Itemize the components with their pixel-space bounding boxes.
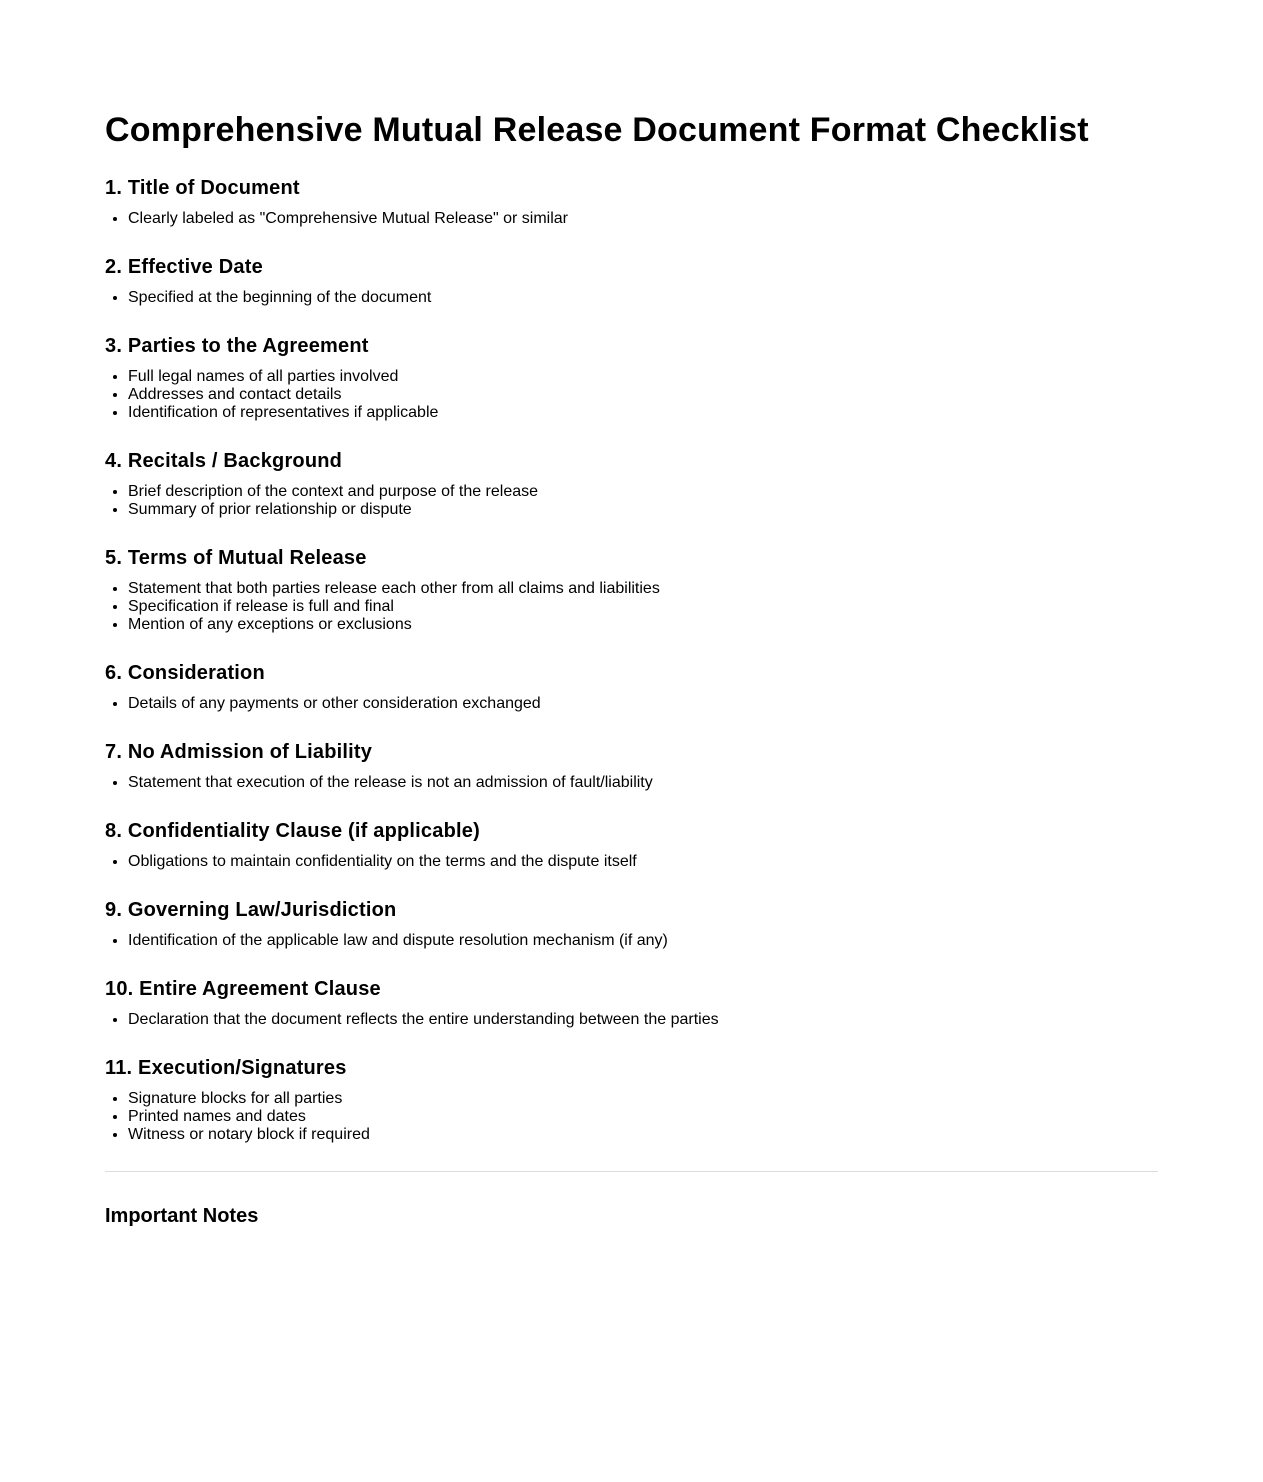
section-heading: 8. Confidentiality Clause (if applicable)	[105, 820, 480, 842]
checklist-section	[105, 819, 1158, 871]
list-item: • Brief description of the context and purpose of the release	[128, 483, 1158, 501]
list-item: • Full legal names of all parties involved	[128, 368, 1158, 386]
section-item-list	[105, 483, 1158, 519]
checklist-section	[105, 334, 1158, 422]
checklist-section	[105, 661, 1158, 713]
section-item-list	[105, 853, 1158, 871]
section-item-list	[105, 932, 1158, 950]
section-heading: 1. Title of Document	[105, 177, 300, 199]
section-heading: 9. Governing Law/Jurisdiction	[105, 899, 397, 921]
list-item: • Statement that both parties release each other from all claims and liabilities	[128, 580, 1158, 598]
section-heading: 10. Entire Agreement Clause	[105, 978, 381, 1000]
section-heading: 7. No Admission of Liability	[105, 741, 373, 763]
section-heading: 5. Terms of Mutual Release	[105, 547, 367, 569]
checklist-section	[105, 546, 1158, 634]
checklist-section	[105, 740, 1158, 792]
list-item: • Mention of any exceptions or exclusions	[128, 616, 1158, 634]
section-item-list	[105, 580, 1158, 634]
document-title: Comprehensive Mutual Release Document Format Checklist	[105, 111, 1089, 149]
section-item-list	[105, 695, 1158, 713]
list-item: • Specification if release is full and final	[128, 598, 1158, 616]
checklist-section	[105, 449, 1158, 519]
section-heading: 11. Execution/Signatures	[105, 1057, 347, 1079]
section-item-list	[105, 1090, 1158, 1144]
list-item: • Obligations to maintain confidentiality on the terms and the dispute itself	[128, 853, 1158, 871]
section-item-list	[105, 289, 1158, 307]
checklist-section	[105, 255, 1158, 307]
list-item: • Printed names and dates	[128, 1108, 1158, 1126]
list-item: • Statement that execution of the release is not an admission of fault/liability	[128, 774, 1158, 792]
section-heading: 3. Parties to the Agreement	[105, 335, 369, 357]
list-item: • Witness or notary block if required	[128, 1126, 1158, 1144]
document-page	[105, 0, 1158, 1228]
section-item-list	[105, 1011, 1158, 1029]
section-item-list	[105, 368, 1158, 422]
section-item-list	[105, 210, 1158, 228]
list-item: • Addresses and contact details	[128, 386, 1158, 404]
list-item: • Identification of representatives if applicable	[128, 404, 1158, 422]
section-heading: 6. Consideration	[105, 662, 265, 684]
checklist-section	[105, 977, 1158, 1029]
section-heading: 4. Recitals / Background	[105, 450, 343, 472]
list-item: • Signature blocks for all parties	[128, 1090, 1158, 1108]
list-item: • Identification of the applicable law and dispute resolution mechanism (if any)	[128, 932, 1158, 950]
checklist-section	[105, 898, 1158, 950]
checklist-section	[105, 176, 1158, 228]
list-item: • Declaration that the document reflects the entire understanding between the parties	[128, 1011, 1158, 1029]
section-heading: 2. Effective Date	[105, 256, 263, 278]
list-item: • Details of any payments or other consideration exchanged	[128, 695, 1158, 713]
important-notes-heading: Important Notes	[105, 1205, 259, 1227]
section-item-list	[105, 774, 1158, 792]
checklist-sections	[105, 176, 1158, 1144]
list-item: • Specified at the beginning of the document	[128, 289, 1158, 307]
list-item: • Clearly labeled as "Comprehensive Mutual Release" or similar	[128, 210, 1158, 228]
list-item: • Summary of prior relationship or dispute	[128, 501, 1158, 519]
section-divider	[105, 1171, 1158, 1172]
checklist-section	[105, 1056, 1158, 1144]
